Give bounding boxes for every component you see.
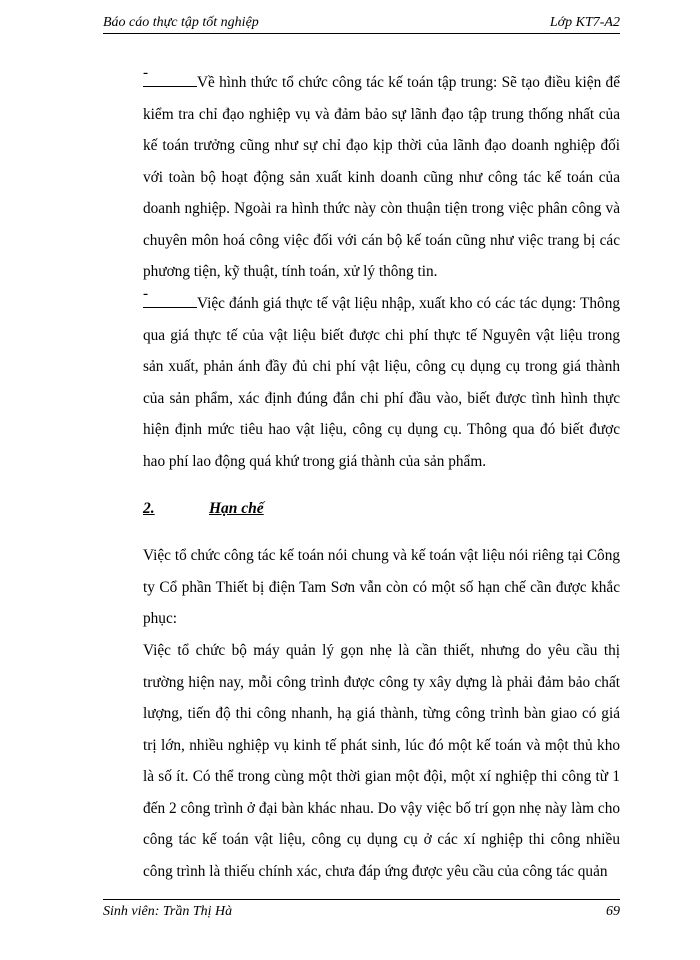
section-number: 2. <box>143 500 155 517</box>
paragraph-organization: Việc tổ chức bộ máy quản lý gọn nhẹ là cần thiết, nhưng do yêu cầu thị trường hiện nay, mỗi công trình được công ty xây dựng là phải đảm bảo chất lượng, tiến độ thi công nhanh, hạ giá thành, từng công trình bàn giao có giá trị lớn, nhiều nghiệp vụ kinh tế phát sinh, lúc đó một kế toán và một thủ kho là số ít. Có thể trong cùng một thời gian một đội, một xí nghiệp thi công từ 1 đến 2 công trình ở đại bàn khác nhau. Do vậy việc bố trí gọn nhẹ này làm cho công tác kế toán vật liệu, công cụ dụng cụ ở các xí nghiệp thi công nhiều công trình là thiếu chính xác, chưa đáp ứng được yêu cầu của công tác quản <box>143 642 620 880</box>
page-number: 69 <box>606 904 620 919</box>
paragraph-centralized-accounting: - Về hình thức tổ chức công tác kế toán tập trung: Sẽ tạo điều kiện để kiểm tra chỉ đạo nghiệp vụ và đảm bảo sự lãnh đạo tập trung thống nhất của kế toán trưởng cũng như sự chỉ đạo kịp thời của lãnh đạo doanh nghiệp đối với toàn bộ hoạt động sản xuất kinh doanh cũng như công tác kế toán của doanh nghiệp. Ngoài ra hình thức này còn thuận tiện trong việc phân công và chuyên môn hoá công việc đối với cán bộ kế toán cũng như việc trang bị các phương tiện, kỹ thuật, tính toán, xử lý thông tin. <box>143 63 620 280</box>
section-title: Hạn chế <box>209 500 264 517</box>
header-class-label: Lớp KT7-A2 <box>549 15 620 30</box>
bullet-dash: - <box>143 293 197 308</box>
paragraph-material-valuation: - Việc đánh giá thực tế vật liệu nhập, xuất kho có các tác dụng: Thông qua giá thực tế của vật liệu biết được chi phí thực tế Nguyên vật liệu trong sản xuất, phản ánh đầy đủ chi phí vật liệu, công cụ dụng cụ trong giá thành của sản phẩm, xác định đúng đắn chi phí đầu vào, biết được tình hình thực hiện định mức tiêu hao vật liệu, công cụ dụng cụ. Thông qua đó biết được hao phí lao động quá khứ trong giá thành của sản phẩm. <box>143 284 620 470</box>
page-header <box>103 13 620 34</box>
footer-student-name: Sinh viên: Trần Thị Hà <box>103 904 233 919</box>
paragraph-limitations-intro: Việc tổ chức công tác kế toán nói chung và kế toán vật liệu nói riêng tại Công ty Cổ phần Thiết bị điện Tam Sơn vẫn còn có một số hạn chế cần được khắc phục: <box>143 547 620 627</box>
page-footer <box>103 899 620 922</box>
header-report-title: Báo cáo thực tập tốt nghiệp <box>103 15 259 30</box>
bullet-dash: - <box>143 72 197 87</box>
section-heading <box>143 500 264 518</box>
